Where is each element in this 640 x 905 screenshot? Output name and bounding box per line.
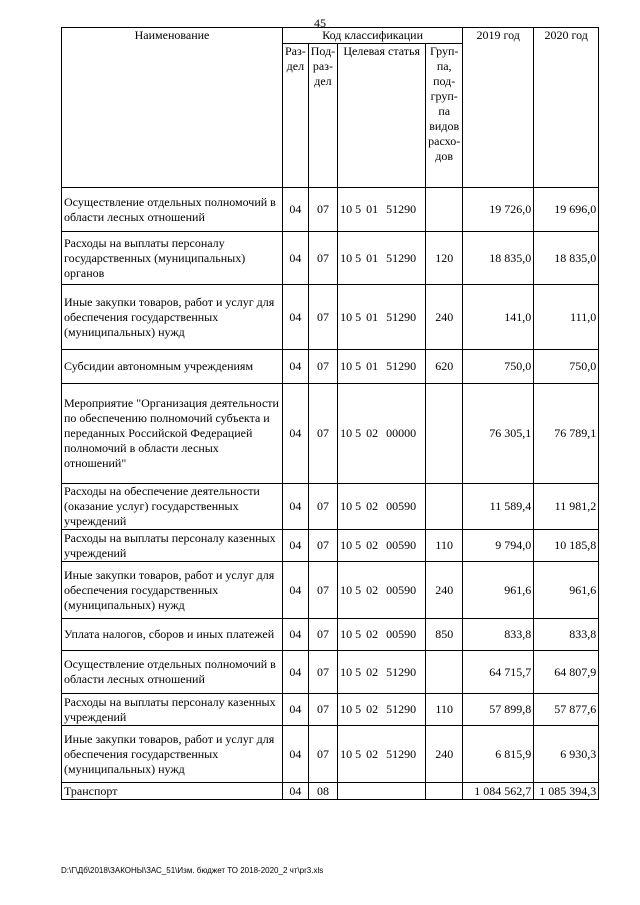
file-path-footer: D:\Г\Дб\2018\ЗАКОНЫ\ЗАС_51\Изм. бюджет ТО 2018-2020_2 чт\pr3.xls: [61, 866, 324, 875]
table-row: [62, 232, 599, 285]
row-target-article: [338, 726, 426, 783]
target-article-part: 01: [366, 309, 379, 324]
row-amount-2020: 76 789,1: [534, 384, 599, 484]
row-target-article: [338, 285, 426, 350]
row-razdel: 04: [283, 694, 309, 726]
row-amount-2019: 6 815,9: [463, 726, 534, 783]
row-amount-2020: 961,6: [534, 562, 599, 619]
row-expense-group: [426, 651, 463, 694]
target-article-part: 51290: [386, 702, 417, 716]
row-expense-group: 240: [426, 726, 463, 783]
row-podrazdel: 07: [308, 384, 337, 484]
row-podrazdel: 07: [308, 651, 337, 694]
table-row: [62, 188, 599, 232]
target-article-part: 51290: [386, 664, 417, 679]
row-name: Расходы на обеспечение деятельности (оказание услуг) государственных учреждений: [62, 484, 283, 530]
row-name: Расходы на выплаты персоналу казенных учреждений: [62, 530, 283, 562]
row-razdel: 04: [283, 619, 309, 651]
target-article-part: 10: [340, 426, 353, 440]
table-row: [62, 350, 599, 384]
target-article-part: 5: [355, 499, 362, 513]
row-podrazdel: 07: [308, 619, 337, 651]
row-amount-2020: 10 185,8: [534, 530, 599, 562]
row-razdel: 04: [283, 232, 309, 285]
target-article-part: 00590: [386, 499, 417, 513]
row-target-article: [338, 694, 426, 726]
target-article-part: 01: [366, 202, 379, 216]
budget-table: [61, 27, 599, 800]
target-article-part: 5: [355, 664, 362, 679]
target-article-part: 01: [366, 250, 379, 265]
row-podrazdel: 07: [308, 484, 337, 530]
target-article-part: 5: [355, 702, 362, 716]
target-article-part: 00000: [386, 426, 417, 440]
row-name: Иные закупки товаров, работ и услуг для обеспечения государственных (муниципальных) нужд: [62, 562, 283, 619]
row-amount-2020: 19 696,0: [534, 188, 599, 232]
target-article-part: 51290: [386, 359, 417, 373]
row-expense-group: [426, 188, 463, 232]
row-razdel: 04: [283, 651, 309, 694]
row-amount-2019: 64 715,7: [463, 651, 534, 694]
row-expense-group: 120: [426, 232, 463, 285]
row-razdel: 04: [283, 188, 309, 232]
row-expense-group: [426, 484, 463, 530]
row-expense-group: 850: [426, 619, 463, 651]
table-row: [62, 562, 599, 619]
target-article-part: 5: [355, 582, 362, 597]
row-expense-group: 240: [426, 562, 463, 619]
row-target-article: [338, 530, 426, 562]
target-article-part: 02: [366, 499, 379, 513]
row-name: Уплата налогов, сборов и иных платежей: [62, 619, 283, 651]
row-expense-group: [426, 783, 463, 800]
row-razdel: 04: [283, 350, 309, 384]
target-article-part: 10: [340, 499, 353, 513]
target-article-part: 51290: [386, 746, 417, 761]
row-name: Расходы на выплаты персоналу государственных (муниципальных) органов: [62, 232, 283, 285]
row-amount-2020: 18 835,0: [534, 232, 599, 285]
row-expense-group: 240: [426, 285, 463, 350]
target-article-part: 10: [340, 250, 353, 265]
row-amount-2019: 11 589,4: [463, 484, 534, 530]
row-amount-2020: 833,8: [534, 619, 599, 651]
row-name: Иные закупки товаров, работ и услуг для обеспечения государственных (муниципальных) нужд: [62, 726, 283, 783]
target-article-part: 10: [340, 359, 353, 373]
row-amount-2019: 833,8: [463, 619, 534, 651]
table-row: [62, 619, 599, 651]
target-article-part: 51290: [386, 202, 417, 216]
row-amount-2019: 141,0: [463, 285, 534, 350]
row-razdel: 04: [283, 530, 309, 562]
header-razdel: Раз- дел: [283, 44, 309, 188]
row-amount-2020: 57 877,6: [534, 694, 599, 726]
row-razdel: 04: [283, 285, 309, 350]
target-article-part: 02: [366, 627, 379, 641]
target-article-part: 02: [366, 746, 379, 761]
row-amount-2019: 961,6: [463, 562, 534, 619]
row-amount-2019: 57 899,8: [463, 694, 534, 726]
header-name: Наименование: [62, 28, 283, 188]
row-amount-2020: 750,0: [534, 350, 599, 384]
header-year-2020: 2020 год: [534, 28, 599, 188]
row-amount-2019: 9 794,0: [463, 530, 534, 562]
row-name: Транспорт: [62, 783, 283, 800]
target-article-part: 5: [355, 746, 362, 761]
target-article-part: 5: [355, 627, 362, 641]
header-podrazdel: Под- раз- дел: [308, 44, 337, 188]
target-article-part: 10: [340, 309, 353, 324]
row-name: Иные закупки товаров, работ и услуг для обеспечения государственных (муниципальных) нужд: [62, 285, 283, 350]
target-article-part: 00590: [386, 538, 417, 552]
header-expense-group: Груп- па, под- груп- па видов расхо- дов: [426, 44, 463, 188]
row-razdel: 04: [283, 562, 309, 619]
target-article-part: 10: [340, 746, 353, 761]
row-amount-2020: 64 807,9: [534, 651, 599, 694]
target-article-part: 10: [340, 582, 353, 597]
target-article-part: 10: [340, 627, 353, 641]
row-amount-2020: 111,0: [534, 285, 599, 350]
target-article-part: 02: [366, 702, 379, 716]
row-amount-2020: 1 085 394,3: [534, 783, 599, 800]
header-target-article: Целевая статья: [338, 44, 426, 188]
table-row: [62, 285, 599, 350]
row-amount-2020: 11 981,2: [534, 484, 599, 530]
row-podrazdel: 07: [308, 562, 337, 619]
row-expense-group: 110: [426, 694, 463, 726]
target-article-part: 02: [366, 538, 379, 552]
table-row: [62, 530, 599, 562]
row-podrazdel: 07: [308, 232, 337, 285]
row-target-article: [338, 562, 426, 619]
target-article-part: 02: [366, 664, 379, 679]
target-article-part: 5: [355, 202, 362, 216]
row-podrazdel: 07: [308, 694, 337, 726]
row-name: Субсидии автономным учреждениям: [62, 350, 283, 384]
row-podrazdel: 07: [308, 350, 337, 384]
table-row: [62, 726, 599, 783]
header-year-2019: 2019 год: [463, 28, 534, 188]
target-article-part: 5: [355, 538, 362, 552]
row-podrazdel: 07: [308, 726, 337, 783]
row-podrazdel: 07: [308, 285, 337, 350]
target-article-part: 02: [366, 426, 379, 440]
row-target-article: [338, 384, 426, 484]
target-article-part: 10: [340, 202, 353, 216]
row-target-article: [338, 484, 426, 530]
row-amount-2019: 76 305,1: [463, 384, 534, 484]
row-amount-2019: 1 084 562,7: [463, 783, 534, 800]
row-amount-2019: 19 726,0: [463, 188, 534, 232]
target-article-part: 00590: [386, 582, 417, 597]
row-target-article: [338, 350, 426, 384]
table-row: [62, 651, 599, 694]
row-expense-group: 110: [426, 530, 463, 562]
row-name: Осуществление отдельных полномочий в области лесных отношений: [62, 651, 283, 694]
row-name: Расходы на выплаты персоналу казенных учреждений: [62, 694, 283, 726]
target-article-part: 5: [355, 250, 362, 265]
target-article-part: 5: [355, 359, 362, 373]
target-article-part: 10: [340, 664, 353, 679]
row-target-article: [338, 783, 426, 800]
row-target-article: [338, 619, 426, 651]
row-amount-2019: 18 835,0: [463, 232, 534, 285]
target-article-part: 51290: [386, 309, 417, 324]
row-target-article: [338, 232, 426, 285]
table-row: [62, 694, 599, 726]
row-razdel: 04: [283, 384, 309, 484]
row-expense-group: 620: [426, 350, 463, 384]
target-article-part: 02: [366, 582, 379, 597]
table-row: [62, 384, 599, 484]
table-row: [62, 783, 599, 800]
row-amount-2019: 750,0: [463, 350, 534, 384]
target-article-part: 10: [340, 538, 353, 552]
target-article-part: 51290: [386, 250, 417, 265]
row-razdel: 04: [283, 484, 309, 530]
row-razdel: 04: [283, 783, 309, 800]
target-article-part: 10: [340, 702, 353, 716]
row-target-article: [338, 651, 426, 694]
target-article-part: 5: [355, 309, 362, 324]
page-number: 45: [314, 16, 326, 30]
row-podrazdel: 07: [308, 188, 337, 232]
row-target-article: [338, 188, 426, 232]
target-article-part: 00590: [386, 627, 417, 641]
row-razdel: 04: [283, 726, 309, 783]
table-row: [62, 484, 599, 530]
row-expense-group: [426, 384, 463, 484]
header-code-classification: Код классификации: [283, 28, 463, 44]
row-podrazdel: 07: [308, 530, 337, 562]
target-article-part: 5: [355, 426, 362, 440]
row-name: Осуществление отдельных полномочий в области лесных отношений: [62, 188, 283, 232]
row-amount-2020: 6 930,3: [534, 726, 599, 783]
row-podrazdel: 08: [308, 783, 337, 800]
row-name: Мероприятие "Организация деятельности по обеспечению полномочий субъекта и переданных Российской Федерацией полномочий в области лесных отношений": [62, 384, 283, 484]
target-article-part: 01: [366, 359, 379, 373]
